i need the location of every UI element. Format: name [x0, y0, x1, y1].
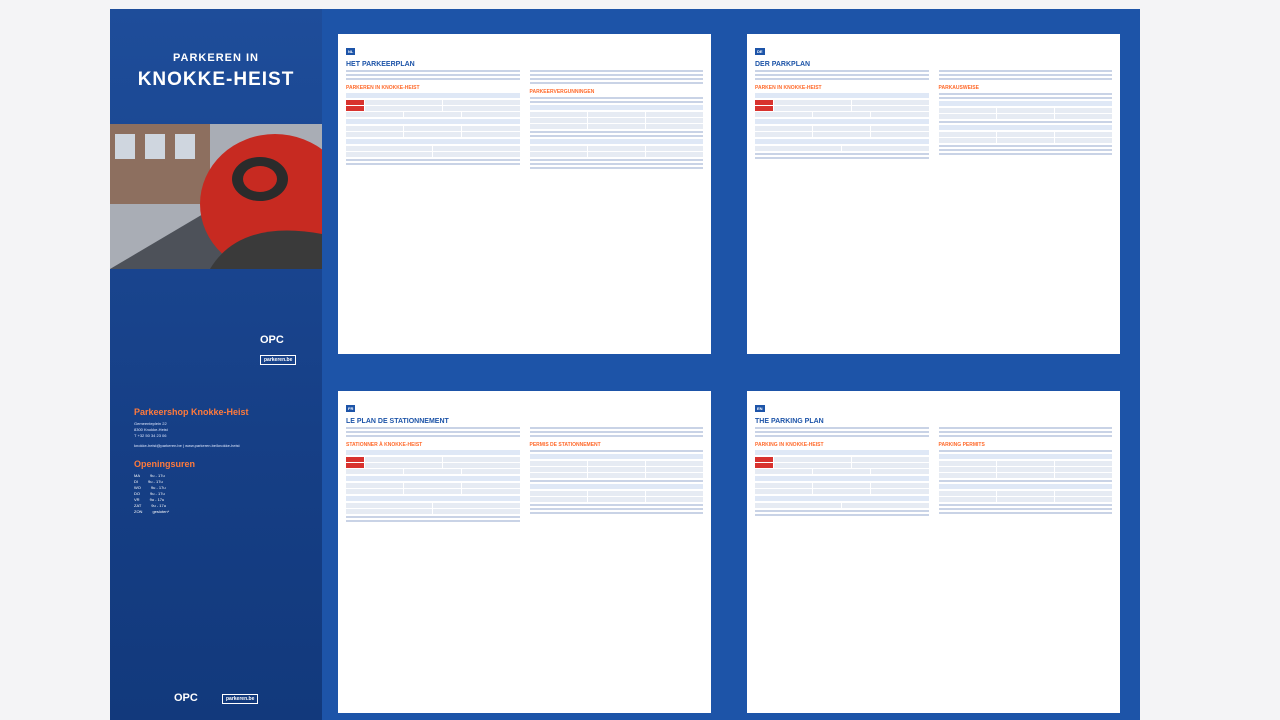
hours-list — [134, 473, 322, 515]
section-title: PARKEREN IN KNOKKE-HEIST — [346, 85, 420, 91]
section-title: PARKAUSWEISE — [938, 85, 979, 91]
page-en — [747, 391, 1120, 713]
page-title: HET PARKEERPLAN — [346, 61, 415, 68]
shop-address-line: Gemeenteplein 22 — [134, 421, 167, 426]
hours-row: DO 9u - 17u — [134, 491, 165, 496]
section-title: STATIONNER À KNOKKE-HEIST — [346, 442, 423, 448]
section-title: PARKING PERMITS — [938, 442, 985, 448]
page-title: THE PARKING PLAN — [755, 418, 824, 425]
hours-row: VR 9u - 17u — [134, 497, 165, 502]
parkeren-logo: parkeren.be — [222, 694, 258, 704]
page-de — [747, 34, 1120, 354]
cover-panel — [110, 9, 322, 374]
section-title: PARKING IN KNOKKE-HEIST — [755, 442, 824, 448]
section-title: PARKEERVERGUNNINGEN — [529, 89, 595, 95]
shop-address-line: 8300 Knokke-Heist — [134, 427, 168, 432]
hours-row: MA 9u - 17u — [134, 473, 165, 478]
page-title: DER PARKPLAN — [755, 61, 811, 68]
parkeren-logo: parkeren.be — [260, 355, 296, 365]
brochure-spread — [110, 9, 1140, 720]
shop-title: Parkeershop Knokke-Heist — [134, 407, 249, 417]
shop-panel — [110, 387, 322, 720]
page-fr — [338, 391, 711, 713]
shop-web[interactable]: knokke-heist@parkeren.be | www.parkeren.be/knokke-heist — [134, 443, 240, 448]
lang-badge: FR — [348, 406, 354, 411]
lang-badge: EN — [757, 406, 763, 411]
car-photo — [110, 124, 322, 269]
page-title: LE PLAN DE STATIONNEMENT — [346, 418, 449, 425]
hours-title: Openingsuren — [134, 459, 196, 469]
cover-subtitle: PARKEREN IN — [173, 52, 259, 64]
lang-badge: NL — [348, 49, 354, 54]
lang-badge: DE — [757, 49, 763, 54]
cover-column — [110, 9, 322, 720]
cover-title: KNOKKE-HEIST — [137, 69, 295, 90]
opc-logo: OPC — [174, 692, 198, 704]
hours-row: WO 9u - 17u — [134, 485, 166, 490]
hours-row: DI 9u - 17u — [134, 479, 163, 484]
opc-logo: OPC — [260, 334, 284, 346]
page-nl — [338, 34, 711, 354]
hours-row: ZON gesloten* — [134, 509, 170, 514]
hours-row: ZAT 9u - 17u — [134, 503, 166, 508]
section-title: PERMIS DE STATIONNEMENT — [529, 442, 601, 448]
shop-address-line: T +32 50 34 23 06 — [134, 433, 167, 438]
section-title: PARKEN IN KNOKKE-HEIST — [755, 85, 822, 91]
